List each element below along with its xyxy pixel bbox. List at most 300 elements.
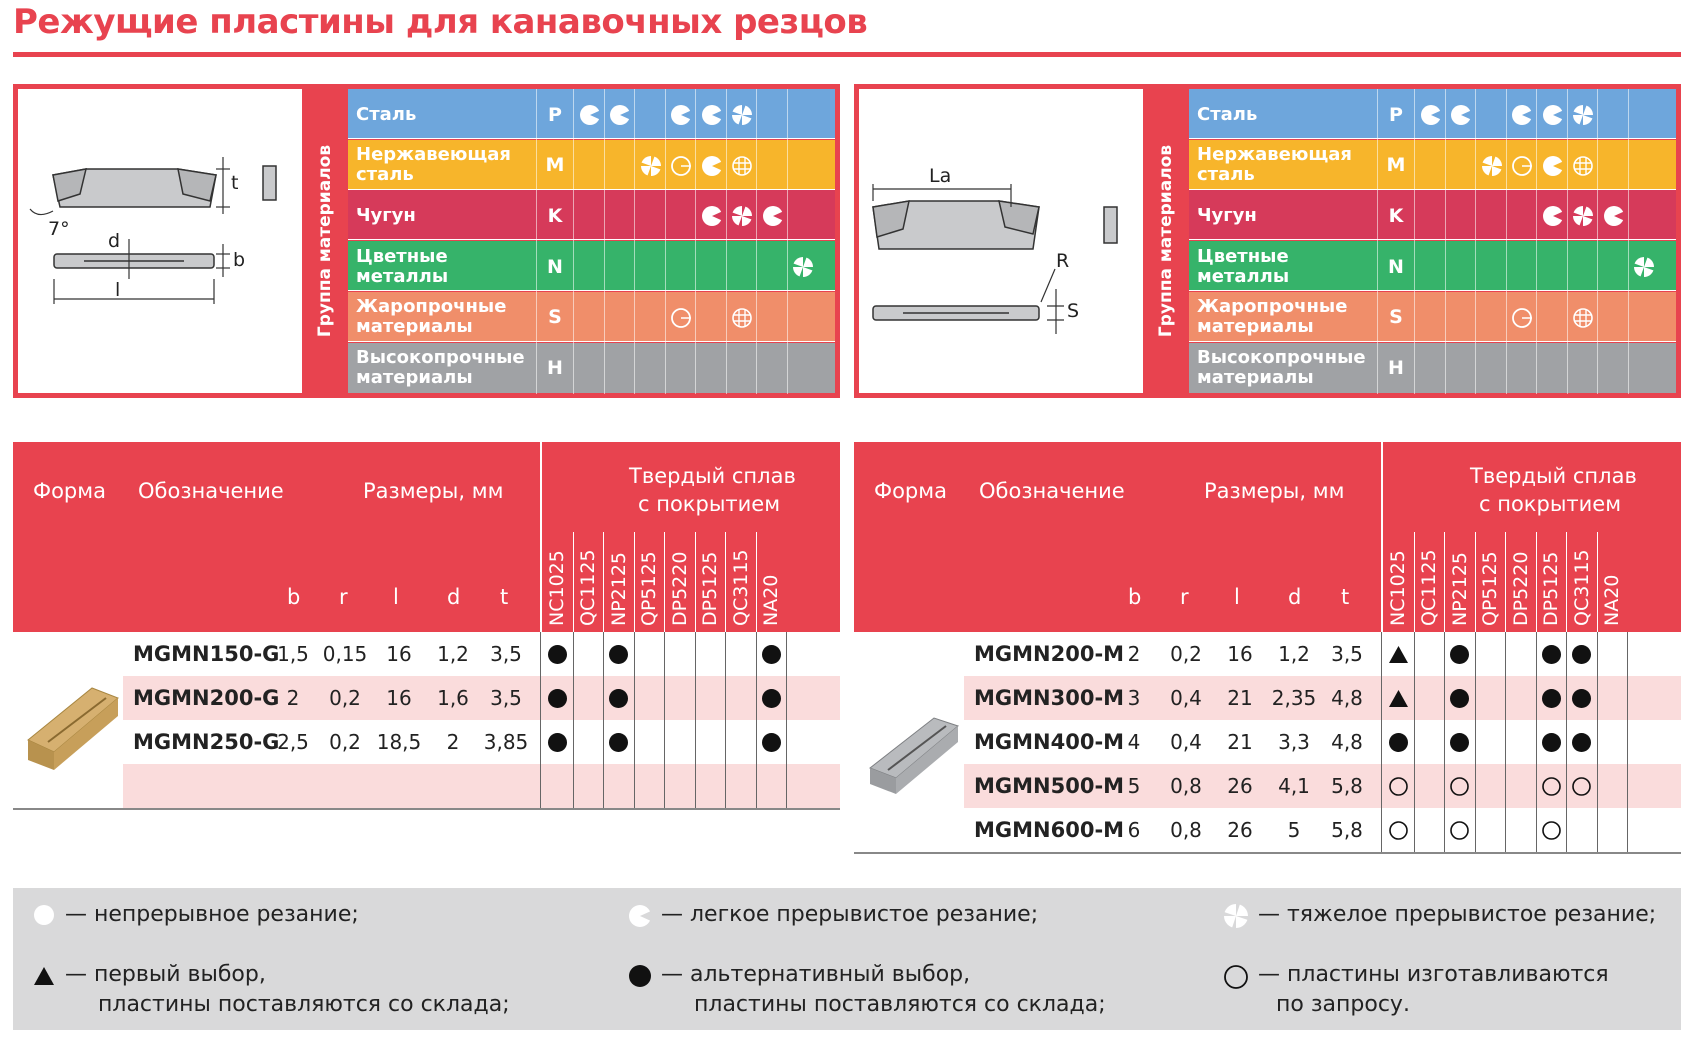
material-cell [726, 241, 757, 292]
header-dim-t: t [1341, 585, 1350, 609]
grade-cell [634, 720, 665, 764]
dim-t: 3,5 [490, 686, 522, 710]
availability-dot-icon [1449, 644, 1470, 665]
header-designation: Обозначение [138, 479, 284, 503]
material-cell [1506, 89, 1537, 140]
grade-cell [603, 720, 634, 764]
material-grid-left [348, 89, 835, 393]
dim-r: 0,2 [1170, 642, 1202, 666]
cutting-light-o-icon [670, 307, 691, 328]
header-carbide-1: Твердый сплав [629, 464, 796, 488]
dim-l: 16 [1227, 642, 1253, 666]
material-row-h [1189, 343, 1676, 393]
material-letter: N [1377, 241, 1414, 292]
cutting-light-icon [1603, 205, 1624, 226]
material-cell [604, 140, 635, 191]
material-group-label: Группа материалов [1156, 144, 1176, 338]
material-name: Цветные металлы [356, 245, 449, 287]
header-dim-r: r [339, 585, 348, 609]
availability-dot-icon [608, 732, 629, 753]
availability-dot-icon [1541, 732, 1562, 753]
dim-d: 2 [446, 730, 460, 754]
grade-column-header [1597, 532, 1628, 632]
availability-ring-icon [1541, 776, 1562, 797]
cutting-heavy-icon [1481, 155, 1502, 176]
grade-cell [1566, 764, 1597, 808]
material-cell [1506, 190, 1537, 241]
legend-order-2: по запросу. [1276, 992, 1410, 1017]
insert-code: MGMN200-G [133, 686, 280, 710]
material-cell [695, 343, 726, 394]
material-cell [787, 241, 818, 292]
grade-cell [1383, 632, 1414, 676]
material-cell [1414, 89, 1445, 140]
material-cell [665, 190, 696, 241]
availability-dot-icon [1571, 732, 1592, 753]
dim-t: 5,8 [1331, 818, 1363, 842]
grade-cell [756, 764, 787, 808]
cutting-light-icon [1511, 104, 1532, 125]
material-cell [573, 190, 604, 241]
header-sizes: Размеры, мм [363, 479, 504, 503]
header-grade: QC1125 [1418, 549, 1441, 626]
grade-cell [1414, 632, 1445, 676]
insert-photo-gold [22, 680, 122, 780]
grade-cell [664, 632, 695, 676]
grade-column-header [1505, 532, 1536, 632]
material-cell [665, 292, 696, 343]
header-grade: NA20 [760, 574, 783, 626]
dim-r [317, 764, 373, 808]
dim-t: 3,5 [1331, 642, 1363, 666]
legend-alt-1: — альтернативный выбор, [661, 962, 971, 987]
grade-cell [756, 632, 787, 676]
grade-cell [542, 676, 573, 720]
dim-r: 0,8 [1170, 774, 1202, 798]
table-row [13, 720, 840, 764]
header-grade: DP5125 [1540, 551, 1563, 626]
grade-cell [1444, 764, 1475, 808]
material-cell [1414, 140, 1445, 191]
material-row-k [1189, 190, 1676, 240]
grade-column-header [573, 532, 604, 632]
grade-cell [1536, 720, 1567, 764]
availability-ring-icon [1388, 776, 1409, 797]
dim-r: 0,15 [322, 642, 368, 666]
material-group-label: Группа материалов [315, 144, 335, 338]
header-grade: NC1025 [1387, 550, 1410, 626]
cutting-light-icon [1542, 104, 1563, 125]
header-dim-d: d [447, 585, 461, 609]
cutting-light-icon [701, 104, 722, 125]
material-cell [1414, 343, 1445, 394]
grade-column-header [634, 532, 665, 632]
legend-triangle-icon [33, 966, 55, 986]
dim-r: 0,2 [329, 730, 361, 754]
availability-dot-icon [761, 688, 782, 709]
grade-cell [1383, 808, 1414, 852]
grade-cell [1505, 808, 1536, 852]
material-cell [1445, 89, 1476, 140]
header-carbide-2: с покрытием [1479, 492, 1622, 516]
insert-code: MGMN500-M [974, 774, 1125, 798]
material-cell [1536, 241, 1567, 292]
material-cell [1597, 89, 1628, 140]
dim-b [265, 764, 321, 808]
material-cell [1414, 190, 1445, 241]
material-cell [756, 241, 787, 292]
availability-dot-icon [761, 732, 782, 753]
grade-cell [634, 764, 665, 808]
material-cell [756, 190, 787, 241]
material-cell [1445, 292, 1476, 343]
availability-dot-icon [761, 644, 782, 665]
availability-ring-icon [1388, 820, 1409, 841]
material-cell [787, 89, 818, 140]
dim-r: 0,4 [1170, 686, 1202, 710]
grade-cell [1414, 720, 1445, 764]
availability-dot-icon [1449, 732, 1470, 753]
header-sizes: Размеры, мм [1204, 479, 1345, 503]
dim-label-t: t [231, 172, 239, 194]
grade-cell [695, 764, 726, 808]
grade-cell [542, 632, 573, 676]
availability-ring-icon [1449, 776, 1470, 797]
table-row [854, 808, 1681, 852]
material-letter: S [536, 292, 573, 343]
dim-d: 2,35 [1271, 686, 1317, 710]
header-grade: QP5125 [638, 551, 661, 626]
cutting-light-icon [1542, 205, 1563, 226]
availability-ring-icon [1571, 776, 1592, 797]
dim-label-d: d [108, 230, 121, 252]
grade-cell [756, 676, 787, 720]
material-letter: M [1377, 140, 1414, 191]
cutting-light-o-icon [1511, 155, 1532, 176]
grade-column-header [664, 532, 695, 632]
material-grid-right [1189, 89, 1676, 393]
material-cell [1506, 241, 1537, 292]
grade-cell [1383, 720, 1414, 764]
availability-dot-icon [547, 644, 568, 665]
material-cell [665, 343, 696, 394]
table-bottom-rule [13, 808, 840, 810]
material-cell [1506, 140, 1537, 191]
material-cell [756, 292, 787, 343]
material-cell [1597, 190, 1628, 241]
legend-first-2: пластины поставляются со склада; [98, 992, 510, 1017]
material-row-n [348, 241, 835, 291]
dim-t [478, 764, 534, 808]
availability-tri-icon [1388, 644, 1409, 665]
material-name: Нержавеющая сталь [1197, 144, 1352, 186]
header-form: Форма [874, 479, 947, 503]
dim-b: 6 [1127, 818, 1141, 842]
material-cell [1414, 292, 1445, 343]
material-cell [604, 292, 635, 343]
header-carbide-2: с покрытием [638, 492, 781, 516]
availability-dot-icon [1541, 688, 1562, 709]
material-row-h [348, 343, 835, 393]
dim-l: 21 [1227, 686, 1253, 710]
material-cell [634, 241, 665, 292]
insert-code: MGMN150-G [133, 642, 280, 666]
material-cell [1475, 241, 1506, 292]
material-letter: P [1377, 89, 1414, 140]
dim-l: 16 [386, 686, 412, 710]
material-cell [1414, 241, 1445, 292]
grade-cell [1536, 808, 1567, 852]
material-cell [1475, 292, 1506, 343]
grade-cell [1536, 676, 1567, 720]
material-cell [665, 140, 696, 191]
material-name: Жаропрочные материалы [1197, 296, 1348, 338]
material-cell [695, 292, 726, 343]
cutting-light-icon [701, 205, 722, 226]
table-row [854, 632, 1681, 676]
cutting-heavy-icon [640, 155, 661, 176]
availability-dot-icon [1571, 688, 1592, 709]
cutting-grid-icon [731, 307, 752, 328]
availability-dot-icon [1388, 732, 1409, 753]
dim-b: 3 [1127, 686, 1141, 710]
material-cell [1445, 190, 1476, 241]
grade-cell [1383, 764, 1414, 808]
material-letter: K [1377, 190, 1414, 241]
material-cell [604, 343, 635, 394]
material-row-m [348, 140, 835, 190]
material-cell [1567, 343, 1598, 394]
material-cell [1506, 292, 1537, 343]
grade-cell [1597, 632, 1628, 676]
material-cell [665, 89, 696, 140]
grade-cell [1444, 720, 1475, 764]
material-cell [573, 89, 604, 140]
availability-dot-icon [547, 732, 568, 753]
grade-cell [725, 764, 756, 808]
dim-d: 4,1 [1278, 774, 1310, 798]
dim-t: 3,5 [490, 642, 522, 666]
dim-l [371, 764, 427, 808]
dim-r: 0,2 [329, 686, 361, 710]
table-row [13, 676, 840, 720]
grade-cell [756, 720, 787, 764]
grade-cell [603, 676, 634, 720]
material-cell [1475, 140, 1506, 191]
material-letter: K [536, 190, 573, 241]
material-name: Нержавеющая сталь [356, 144, 511, 186]
availability-dot-icon [1571, 644, 1592, 665]
title-underline [13, 52, 1681, 57]
material-cell [1536, 292, 1567, 343]
grade-cell [1444, 632, 1475, 676]
legend-heavy-icon [1223, 903, 1249, 929]
material-row-p [348, 89, 835, 139]
header-grade: DP5125 [699, 551, 722, 626]
grade-cell [1597, 808, 1628, 852]
material-cell [634, 292, 665, 343]
material-cell [634, 89, 665, 140]
cutting-light-icon [670, 104, 691, 125]
grade-cell [1597, 720, 1628, 764]
header-grade: QP5125 [1479, 551, 1502, 626]
material-cell [604, 89, 635, 140]
availability-ring-icon [1541, 820, 1562, 841]
header-dim-l: l [1234, 585, 1240, 609]
header-grade: QC1125 [577, 549, 600, 626]
legend-dot-icon [628, 964, 652, 988]
availability-dot-icon [1541, 644, 1562, 665]
material-name: Высокопрочные материалы [1197, 347, 1366, 388]
grade-column-header [1475, 532, 1506, 632]
material-cell [1597, 140, 1628, 191]
grade-cell [1475, 632, 1506, 676]
grade-cell [573, 632, 604, 676]
material-cell [1628, 140, 1659, 191]
cutting-light-icon [1420, 104, 1441, 125]
cutting-grid-icon [731, 155, 752, 176]
grade-cell [1566, 676, 1597, 720]
grade-column-header [1536, 532, 1567, 632]
material-letter: H [536, 343, 573, 394]
grade-cell [1444, 676, 1475, 720]
grade-cell [1505, 632, 1536, 676]
dim-label-l: l [115, 279, 121, 301]
material-cell [1475, 343, 1506, 394]
grade-cell [1597, 764, 1628, 808]
table-header [854, 442, 1681, 632]
dim-t: 4,8 [1331, 686, 1363, 710]
header-dim-b: b [1128, 585, 1142, 609]
cutting-grid-icon [1572, 307, 1593, 328]
grade-cell [1414, 676, 1445, 720]
grade-cell [695, 632, 726, 676]
dim-r: 0,4 [1170, 730, 1202, 754]
dim-d: 3,3 [1278, 730, 1310, 754]
grade-cell [1536, 632, 1567, 676]
legend-alt-2: пластины поставляются со склада; [694, 992, 1106, 1017]
header-designation: Обозначение [979, 479, 1125, 503]
grade-cell [573, 764, 604, 808]
dim-l: 26 [1227, 774, 1253, 798]
dim-l: 21 [1227, 730, 1253, 754]
table-row [854, 676, 1681, 720]
material-cell [1597, 292, 1628, 343]
material-cell [726, 89, 757, 140]
cutting-heavy-icon [731, 104, 752, 125]
availability-dot-icon [608, 644, 629, 665]
grade-cell [1475, 676, 1506, 720]
dim-label-b: b [233, 249, 246, 271]
dim-l: 16 [386, 642, 412, 666]
grade-column-header [1566, 532, 1597, 632]
material-cell [1536, 343, 1567, 394]
dim-b: 4 [1127, 730, 1141, 754]
cutting-light-icon [701, 155, 722, 176]
availability-dot-icon [608, 688, 629, 709]
material-cell [787, 190, 818, 241]
material-cell [726, 140, 757, 191]
material-cell [634, 343, 665, 394]
material-name: Чугун [356, 204, 416, 226]
table-row [13, 632, 840, 676]
material-cell [1567, 241, 1598, 292]
material-cell [695, 140, 726, 191]
material-cell [1567, 190, 1598, 241]
table-row [854, 764, 1681, 808]
grade-cell [664, 720, 695, 764]
grade-cell [1444, 808, 1475, 852]
material-cell [573, 241, 604, 292]
cutting-light-icon [762, 205, 783, 226]
legend-first-1: — первый выбор, [65, 962, 266, 987]
grade-column-header [725, 532, 756, 632]
material-row-s [348, 292, 835, 342]
dim-label-r: R [1056, 250, 1070, 272]
grade-cell [1566, 632, 1597, 676]
header-grade: QC3115 [1570, 549, 1593, 626]
table-row [854, 720, 1681, 764]
dim-t: 4,8 [1331, 730, 1363, 754]
material-cell [1536, 190, 1567, 241]
material-cell [634, 140, 665, 191]
cutting-heavy-icon [1633, 256, 1654, 277]
material-cell [787, 140, 818, 191]
insert-photo-silver [866, 712, 966, 802]
cutting-light-icon [1542, 155, 1563, 176]
dim-d: 1,2 [1278, 642, 1310, 666]
material-name: Сталь [1197, 103, 1258, 125]
material-name: Высокопрочные материалы [356, 347, 525, 388]
dim-b: 5 [1127, 774, 1141, 798]
dim-d [425, 764, 481, 808]
material-cell [1506, 343, 1537, 394]
dim-d: 1,6 [437, 686, 469, 710]
material-letter: H [1377, 343, 1414, 394]
grade-column-header [603, 532, 634, 632]
header-grade: NP2125 [607, 551, 630, 626]
material-letter: P [536, 89, 573, 140]
insert-drawing-right [859, 89, 1143, 393]
material-name: Жаропрочные материалы [356, 296, 507, 338]
cutting-heavy-icon [792, 256, 813, 277]
grade-cell [725, 632, 756, 676]
availability-ring-icon [1449, 820, 1470, 841]
grade-cell [664, 676, 695, 720]
grade-column-header [542, 532, 573, 632]
header-dim-r: r [1180, 585, 1189, 609]
header-dim-d: d [1288, 585, 1302, 609]
grade-cell [573, 676, 604, 720]
insert-code: MGMN250-G [133, 730, 280, 754]
material-cell [1628, 343, 1659, 394]
material-cell [1628, 241, 1659, 292]
material-cell [1567, 140, 1598, 191]
insert-table-left [13, 442, 840, 822]
dim-r: 0,8 [1170, 818, 1202, 842]
header-grade: QC3115 [729, 549, 752, 626]
legend-ring-icon [1223, 964, 1249, 990]
table-bottom-rule [854, 852, 1681, 854]
grade-column-header [756, 532, 787, 632]
legend-light: — легкое прерывистое резание; [661, 902, 1039, 927]
material-cell [756, 89, 787, 140]
grade-column-header [695, 532, 726, 632]
material-row-k [348, 190, 835, 240]
grade-column-header [1383, 532, 1414, 632]
cutting-light-o-icon [1511, 307, 1532, 328]
material-letter: M [536, 140, 573, 191]
